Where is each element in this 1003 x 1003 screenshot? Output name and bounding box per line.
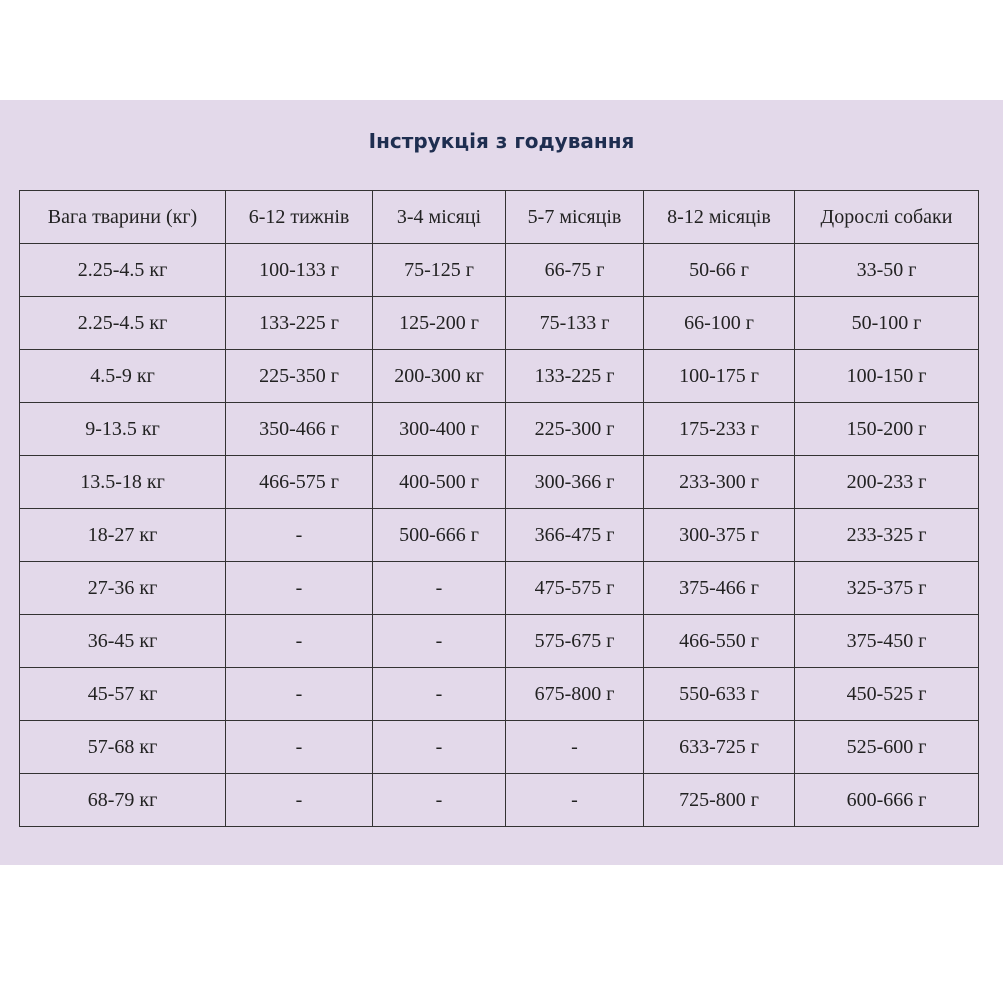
portion-cell: 466-550 г [644,615,795,668]
table-body [20,244,979,827]
portion-cell: 475-575 г [506,562,644,615]
portion-cell: 233-300 г [644,456,795,509]
portion-cell: 66-75 г [506,244,644,297]
portion-cell: 725-800 г [644,774,795,827]
table-row [20,244,979,297]
portion-cell: 33-50 г [795,244,979,297]
portion-cell: 66-100 г [644,297,795,350]
portion-cell: 550-633 г [644,668,795,721]
portion-cell: 225-350 г [226,350,373,403]
portion-cell: 150-200 г [795,403,979,456]
portion-cell: 200-233 г [795,456,979,509]
portion-cell: 525-600 г [795,721,979,774]
weight-cell: 45-57 кг [20,668,226,721]
table-row [20,350,979,403]
header-cell-3-4-months: 3-4 місяці [373,191,506,244]
weight-cell: 2.25-4.5 кг [20,244,226,297]
feeding-table [19,190,979,827]
header-cell-6-12-weeks: 6-12 тижнів [226,191,373,244]
weight-cell: 57-68 кг [20,721,226,774]
portion-cell: 400-500 г [373,456,506,509]
header-cell-weight: Вага тварини (кг) [20,191,226,244]
portion-cell: 225-300 г [506,403,644,456]
portion-cell: - [226,774,373,827]
header-cell-adult-dogs: Дорослі собаки [795,191,979,244]
portion-cell: 75-125 г [373,244,506,297]
portion-cell: 600-666 г [795,774,979,827]
portion-cell: 50-100 г [795,297,979,350]
portion-cell: 375-466 г [644,562,795,615]
weight-cell: 27-36 кг [20,562,226,615]
table-row [20,774,979,827]
table-row [20,509,979,562]
portion-cell: 575-675 г [506,615,644,668]
table-row [20,721,979,774]
portion-cell: 366-475 г [506,509,644,562]
portion-cell: 133-225 г [226,297,373,350]
weight-cell: 13.5-18 кг [20,456,226,509]
weight-cell: 4.5-9 кг [20,350,226,403]
table-row [20,668,979,721]
portion-cell: 233-325 г [795,509,979,562]
portion-cell: 350-466 г [226,403,373,456]
portion-cell: 325-375 г [795,562,979,615]
table-row [20,562,979,615]
portion-cell: - [373,562,506,615]
portion-cell: - [373,668,506,721]
portion-cell: 466-575 г [226,456,373,509]
portion-cell: 500-666 г [373,509,506,562]
portion-cell: 133-225 г [506,350,644,403]
portion-cell: 375-450 г [795,615,979,668]
portion-cell: 100-133 г [226,244,373,297]
weight-cell: 36-45 кг [20,615,226,668]
portion-cell: 75-133 г [506,297,644,350]
portion-cell: 100-150 г [795,350,979,403]
portion-cell: 450-525 г [795,668,979,721]
header-cell-5-7-months: 5-7 місяців [506,191,644,244]
weight-cell: 68-79 кг [20,774,226,827]
header-cell-8-12-months: 8-12 місяців [644,191,795,244]
table-row [20,297,979,350]
portion-cell: 300-366 г [506,456,644,509]
portion-cell: - [373,615,506,668]
page-title: Інструкція з годування [368,129,635,153]
portion-cell: - [226,509,373,562]
table-header-row [20,191,979,244]
portion-cell: - [226,562,373,615]
weight-cell: 9-13.5 кг [20,403,226,456]
weight-cell: 18-27 кг [20,509,226,562]
portion-cell: 100-175 г [644,350,795,403]
portion-cell: 300-400 г [373,403,506,456]
portion-cell: - [506,721,644,774]
portion-cell: - [373,774,506,827]
portion-cell: 200-300 кг [373,350,506,403]
portion-cell: 125-200 г [373,297,506,350]
weight-cell: 2.25-4.5 кг [20,297,226,350]
portion-cell: - [226,721,373,774]
portion-cell: - [226,668,373,721]
portion-cell: - [373,721,506,774]
table-row [20,615,979,668]
table-row [20,456,979,509]
portion-cell: 675-800 г [506,668,644,721]
portion-cell: - [226,615,373,668]
table-row [20,403,979,456]
portion-cell: 633-725 г [644,721,795,774]
portion-cell: - [506,774,644,827]
portion-cell: 175-233 г [644,403,795,456]
portion-cell: 50-66 г [644,244,795,297]
portion-cell: 300-375 г [644,509,795,562]
